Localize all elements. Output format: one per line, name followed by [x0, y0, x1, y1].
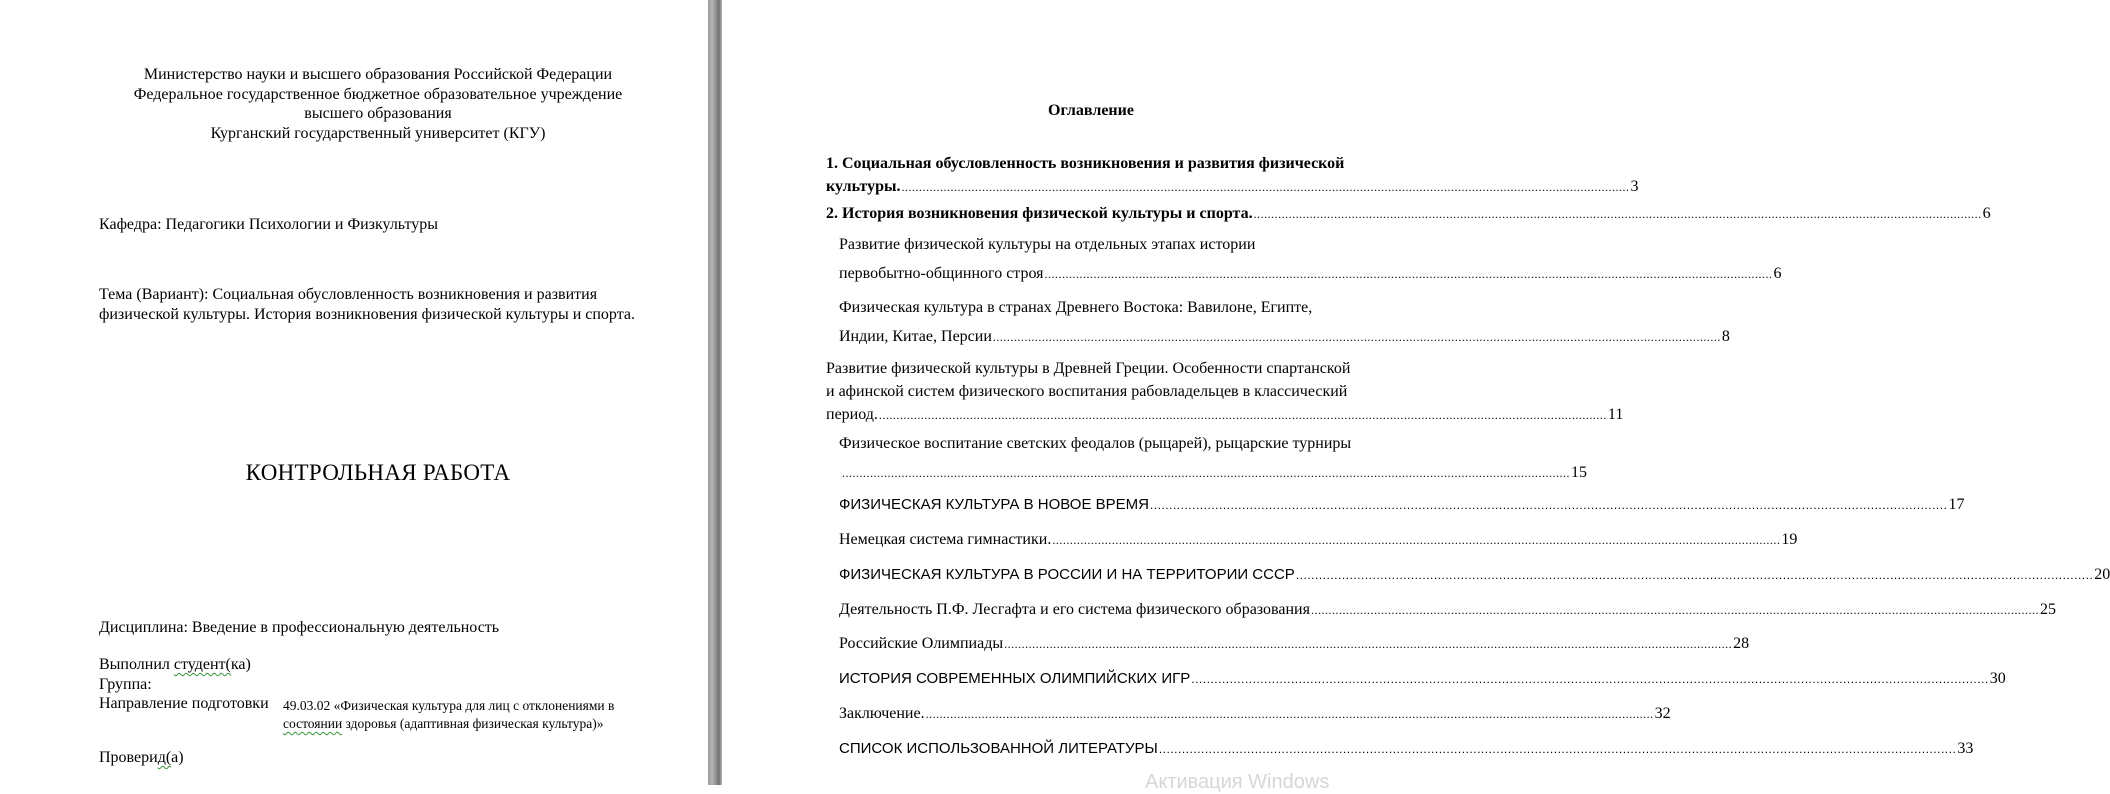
toc-entry-text: СПИСОК ИСПОЛЬЗОВАННОЙ ЛИТЕРАТУРЫ	[839, 740, 1158, 757]
page-divider	[708, 0, 722, 785]
toc-page-number: 28	[1733, 635, 1750, 652]
toc-entry[interactable]	[839, 563, 2110, 587]
toc-entry-text: Индии, Китае, Персии	[839, 328, 992, 345]
toc-entry-text: ФИЗИЧЕСКАЯ КУЛЬТУРА В РОССИИ И НА ТЕРРИТОРИИ СССР	[839, 566, 1295, 583]
toc-entry[interactable]	[839, 737, 1974, 761]
toc-page-number: 3	[1630, 178, 1639, 195]
toc-page-number: 11	[1607, 406, 1624, 423]
toc-leader: ................................................................................................................................................................................................................	[992, 330, 1721, 344]
toc-entry-text: период.	[826, 406, 878, 423]
ministry-line: Министерство науки и высшего образования Российской Федерации	[143, 66, 613, 83]
toc-leader: ................................................................................................................................................................................................................	[878, 408, 1607, 422]
direction-value	[283, 697, 653, 733]
toc-page	[722, 0, 2110, 785]
work-title: КОНТРОЛЬНАЯ РАБОТА	[245, 460, 511, 485]
toc-entry[interactable]	[839, 702, 1671, 726]
toc-entry[interactable]	[826, 357, 1624, 427]
toc-leader: ................................................................................................................................................................................................................	[1004, 637, 1733, 651]
checked-suffix: а)	[171, 749, 184, 766]
toc-page-number: 17	[1948, 496, 1965, 513]
toc-heading: Оглавление	[1048, 102, 1134, 119]
toc-entry[interactable]	[839, 293, 1730, 352]
toc-entry[interactable]	[839, 598, 2056, 622]
direction-wavy: состоянии	[283, 716, 343, 731]
toc-leader: ................................................................................................................................................................................................................	[901, 180, 1630, 194]
department: Кафедра: Педагогики Психологии и Физкультуры	[99, 216, 439, 233]
toc-page-number: 25	[2039, 601, 2056, 618]
toc-entry[interactable]	[826, 152, 1639, 199]
toc-page-number: 20	[2094, 566, 2110, 583]
checked-prefix: Провери	[99, 749, 158, 766]
toc-entry-text: и афинской систем физического воспитания рабовладельцев в классический	[826, 383, 1348, 400]
toc-leader: ................................................................................................................................................................................................................	[1253, 207, 1982, 221]
direction-line2	[283, 715, 653, 733]
toc-page-number: 32	[1654, 705, 1671, 722]
student-prefix: Выполнил	[99, 656, 174, 673]
toc-entry-text: ИСТОРИЯ СОВРЕМЕННЫХ ОЛИМПИЙСКИХ ИГР	[839, 670, 1191, 687]
toc-page-number: 33	[1957, 740, 1974, 757]
toc-entry-text: Немецкая система гимнастики.	[839, 531, 1052, 548]
activation-watermark: Активация Windows	[1145, 771, 1330, 793]
direction-line1: 49.03.02 «Физическая культура для лиц с отклонениями в	[283, 698, 615, 713]
toc-entry-text: ФИЗИЧЕСКАЯ КУЛЬТУРА В НОВОЕ ВРЕМЯ	[839, 496, 1149, 513]
toc-leader: ................................................................................................................................................................................................................	[1052, 533, 1781, 547]
toc-entry-text: Деятельность П.Ф. Лесгафта и его система физического образования	[839, 601, 1310, 618]
toc-entry-text: Развитие физической культуры на отдельных этапах истории	[839, 236, 1256, 253]
ministry-line: высшего образования	[304, 105, 452, 122]
toc-entry[interactable]	[839, 493, 1965, 517]
toc-page-number: 8	[1721, 328, 1730, 345]
student-wavy: студент(	[173, 656, 231, 673]
toc-entry-text: 1. Социальная обусловленность возникновения и развития физической	[826, 155, 1345, 172]
student-suffix: ка)	[230, 656, 251, 673]
topic: Тема (Вариант): Социальная обусловленность возникновения и развития физической культуры. История возникновения физической культуры и спорта.	[99, 286, 635, 323]
toc-leader: ................................................................................................................................................................................................................	[1310, 603, 2039, 617]
toc-leader: ................................................................................................................................................................................................................	[1044, 267, 1773, 281]
toc-entry-text: Физическая культура в странах Древнего Востока: Вавилоне, Египте,	[839, 299, 1313, 316]
toc-entry-text: Российские Олимпиады	[839, 635, 1004, 652]
title-page	[0, 0, 708, 785]
ministry-line: Курганский государственный университет (КГУ)	[210, 124, 546, 142]
student-line	[99, 656, 251, 674]
toc-leader: ................................................................................................................................................................................................................	[842, 466, 1570, 480]
toc-page-number: 30	[1989, 670, 2006, 687]
toc-entry[interactable]	[839, 230, 1782, 289]
toc-entry[interactable]	[839, 632, 1750, 656]
ministry-block	[80, 65, 676, 143]
direction-rest: здоровья (адаптивная физическая культура)»	[342, 716, 604, 731]
direction-label: Направление подготовки	[99, 695, 269, 712]
toc-page-number: 15	[1571, 464, 1587, 481]
group-line: Группа:	[99, 676, 152, 693]
ministry-line: Федеральное государственное бюджетное образовательное учреждение	[133, 85, 623, 103]
toc-entry-text: Развитие физической культуры в Древней Греции. Особенности спартанской	[826, 360, 1351, 377]
discipline: Дисциплина: Введение в профессиональную деятельность	[99, 619, 500, 636]
toc-entry-text: первобытно-общинного строя	[839, 265, 1044, 282]
toc-page-number: 6	[1982, 205, 1991, 222]
toc-leader: ................................................................................................................................................................................................................	[1191, 672, 1989, 686]
toc-entry-text: культуры.	[826, 178, 901, 195]
toc-entry-text: Физическое воспитание светских феодалов (рыцарей), рыцарские турниры	[839, 435, 1352, 452]
toc-page-number: 6	[1773, 265, 1782, 282]
toc-leader: ................................................................................................................................................................................................................	[1295, 568, 2094, 582]
checked-wavy: д(	[157, 749, 172, 766]
toc-entry[interactable]	[839, 528, 1798, 552]
checked-line	[99, 749, 184, 767]
toc-page-number: 19	[1781, 531, 1798, 548]
toc-entry-text: 2. История возникновения физической культуры и спорта.	[826, 205, 1253, 222]
toc-leader: ................................................................................................................................................................................................................	[925, 707, 1654, 721]
toc-entry[interactable]	[839, 667, 2006, 691]
toc-leader: ................................................................................................................................................................................................................	[1149, 498, 1948, 512]
toc-leader: ................................................................................................................................................................................................................	[1158, 742, 1957, 756]
toc-entry-text: Заключение.	[839, 705, 925, 722]
toc-entry[interactable]	[826, 202, 1991, 226]
toc-entry[interactable]	[839, 429, 1587, 488]
